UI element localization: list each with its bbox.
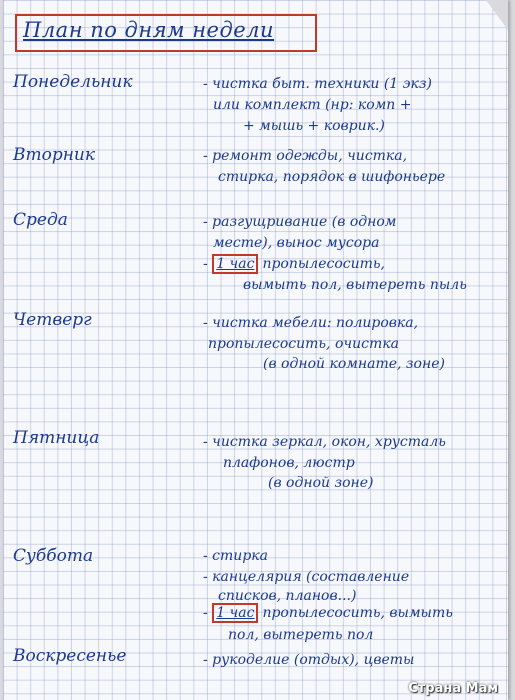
task-line: пропылесосить, xyxy=(262,256,385,272)
day-tuesday: Вторник xyxy=(13,145,96,165)
task-line: списков, планов...) xyxy=(218,588,357,604)
task-line: - ремонт одежды, чистка, xyxy=(203,148,408,164)
task-line: - чистка зеркал, окон, хрусталь xyxy=(203,434,446,450)
task-line: пропылесосить, очистка xyxy=(208,336,399,352)
page-edge xyxy=(3,0,4,700)
task-line: (в одной комнате, зоне) xyxy=(263,356,445,372)
task-line: пропылесосить, вымыть xyxy=(262,605,453,621)
task-line: (в одной зоне) xyxy=(268,475,374,491)
task-line: пол, вытереть пол xyxy=(228,627,374,643)
task-highlight-line: - 1 час пропылесосить, вымыть xyxy=(203,605,453,621)
task-line: вымыть пол, вытереть пыль xyxy=(243,277,467,293)
task-line: - стирка xyxy=(203,548,268,564)
task-line: - чистка быт. техники (1 экз) xyxy=(203,76,432,92)
day-friday: Пятница xyxy=(13,428,100,448)
task-line: + мышь + коврик.) xyxy=(243,118,385,134)
task-highlight-line: - 1 час пропылесосить, xyxy=(203,256,385,272)
task-line: - канцелярия (составление xyxy=(203,569,410,585)
day-saturday: Суббота xyxy=(13,546,94,566)
hour-highlight: 1 час xyxy=(212,254,258,274)
task-line: стирка, порядок в шифоньере xyxy=(218,169,446,185)
day-monday: Понедельник xyxy=(13,72,133,92)
task-line: месте), вынос мусора xyxy=(213,235,380,251)
task-line: - разгущривание (в одном xyxy=(203,214,397,230)
day-thursday: Четверг xyxy=(13,310,92,330)
task-line: или комплект (нр: комп + xyxy=(213,97,412,113)
notebook-page xyxy=(3,0,508,700)
day-wednesday: Среда xyxy=(13,210,68,230)
page-title: План по дням недели xyxy=(23,18,275,42)
task-line: - чистка мебели: полировка, xyxy=(203,315,419,331)
folded-corner xyxy=(486,0,508,30)
task-line: - рукоделие (отдых), цветы xyxy=(203,652,415,668)
site-watermark: Страна Мам xyxy=(408,681,498,696)
task-line: плафонов, люстр xyxy=(223,455,355,471)
day-sunday: Воскресенье xyxy=(13,646,127,666)
hour-highlight: 1 час xyxy=(212,603,258,623)
